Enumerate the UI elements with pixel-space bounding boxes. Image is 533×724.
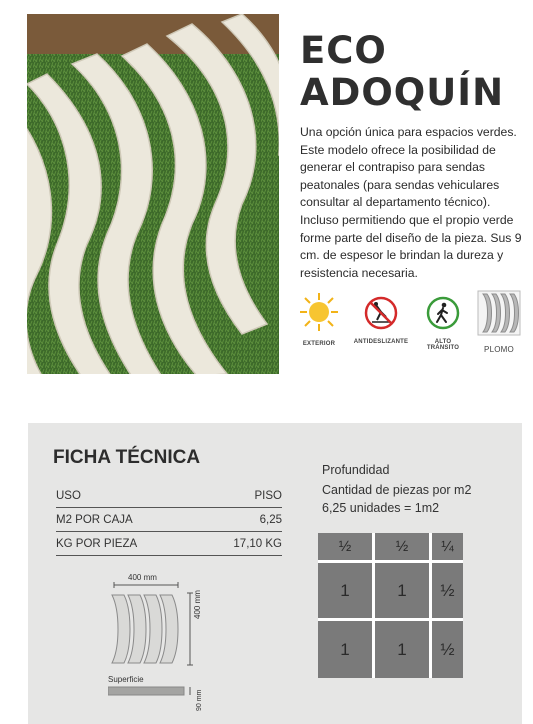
spec-key: USO [56,490,81,502]
spec-value: 6,25 [259,514,282,526]
slip-warning-icon [364,296,398,330]
grid-cell: 1 [318,621,372,678]
product-description: Una opción única para espacios verdes. Este modelo ofrece la posibilidad de generar el contrapiso para sendas peatonales (para sendas vehiculares consultar al departamento técnico). Incluso permitiendo que el propio verde forme parte del diseño de la pieza. Sus 9 cm. de espesor le brindan la dureza y resistencia necesaria. [300,125,522,280]
spec-value: PISO [254,490,282,502]
title-line-1: ECO [300,29,387,72]
grid-cell: ½ [432,563,463,618]
divider [56,507,282,508]
ficha-tecnica-panel [28,423,522,724]
feature-exterior [296,292,342,347]
divider [56,531,282,532]
feature-plomo [474,290,524,354]
grid-cell: 1 [375,563,429,618]
spec-row [56,534,282,556]
pieces-grid [318,533,463,678]
feature-label: ANTIDESLIZANTE [353,339,409,345]
units-equation: 6,25 unidades = 1m2 [322,501,440,515]
grid-header-cell: ½ [318,533,372,560]
spec-row [56,486,282,508]
dimension-width: 400 mm [128,573,157,582]
paver-grass-image [27,14,279,374]
dimension-thickness: 90 mm [196,689,203,711]
feature-alto-transito [418,292,468,351]
surface-label: Superficie [108,675,144,684]
spec-row [56,510,282,532]
depth-label: Profundidad [322,463,390,477]
ficha-title: FICHA TÉCNICA [53,447,201,468]
color-swatch-icon [477,290,521,336]
divider [56,555,282,556]
spec-value: 17,10 KG [233,538,282,550]
feature-label: PLOMO [484,345,514,354]
title-line-2: ADOQUÍN [300,71,505,114]
product-title [300,30,504,114]
spec-key: M2 POR CAJA [56,514,133,526]
dimension-height: 400 mm [193,590,202,619]
grid-header-cell: ½ [375,533,429,560]
feature-antideslizante [350,292,412,345]
product-photo [27,14,279,374]
grid-header-cell: ¼ [432,533,463,560]
grid-cell: 1 [318,563,372,618]
pedestrian-icon [426,296,460,330]
spec-key: KG POR PIEZA [56,538,138,550]
sun-icon [299,292,339,332]
pieces-per-m2-label: Cantidad de piezas por m2 [322,483,472,497]
grid-cell: 1 [375,621,429,678]
feature-icons [296,292,528,362]
grid-cell: ½ [432,621,463,678]
feature-label: ALTO TRÁNSITO [426,339,460,351]
feature-label: EXTERIOR [302,341,336,347]
